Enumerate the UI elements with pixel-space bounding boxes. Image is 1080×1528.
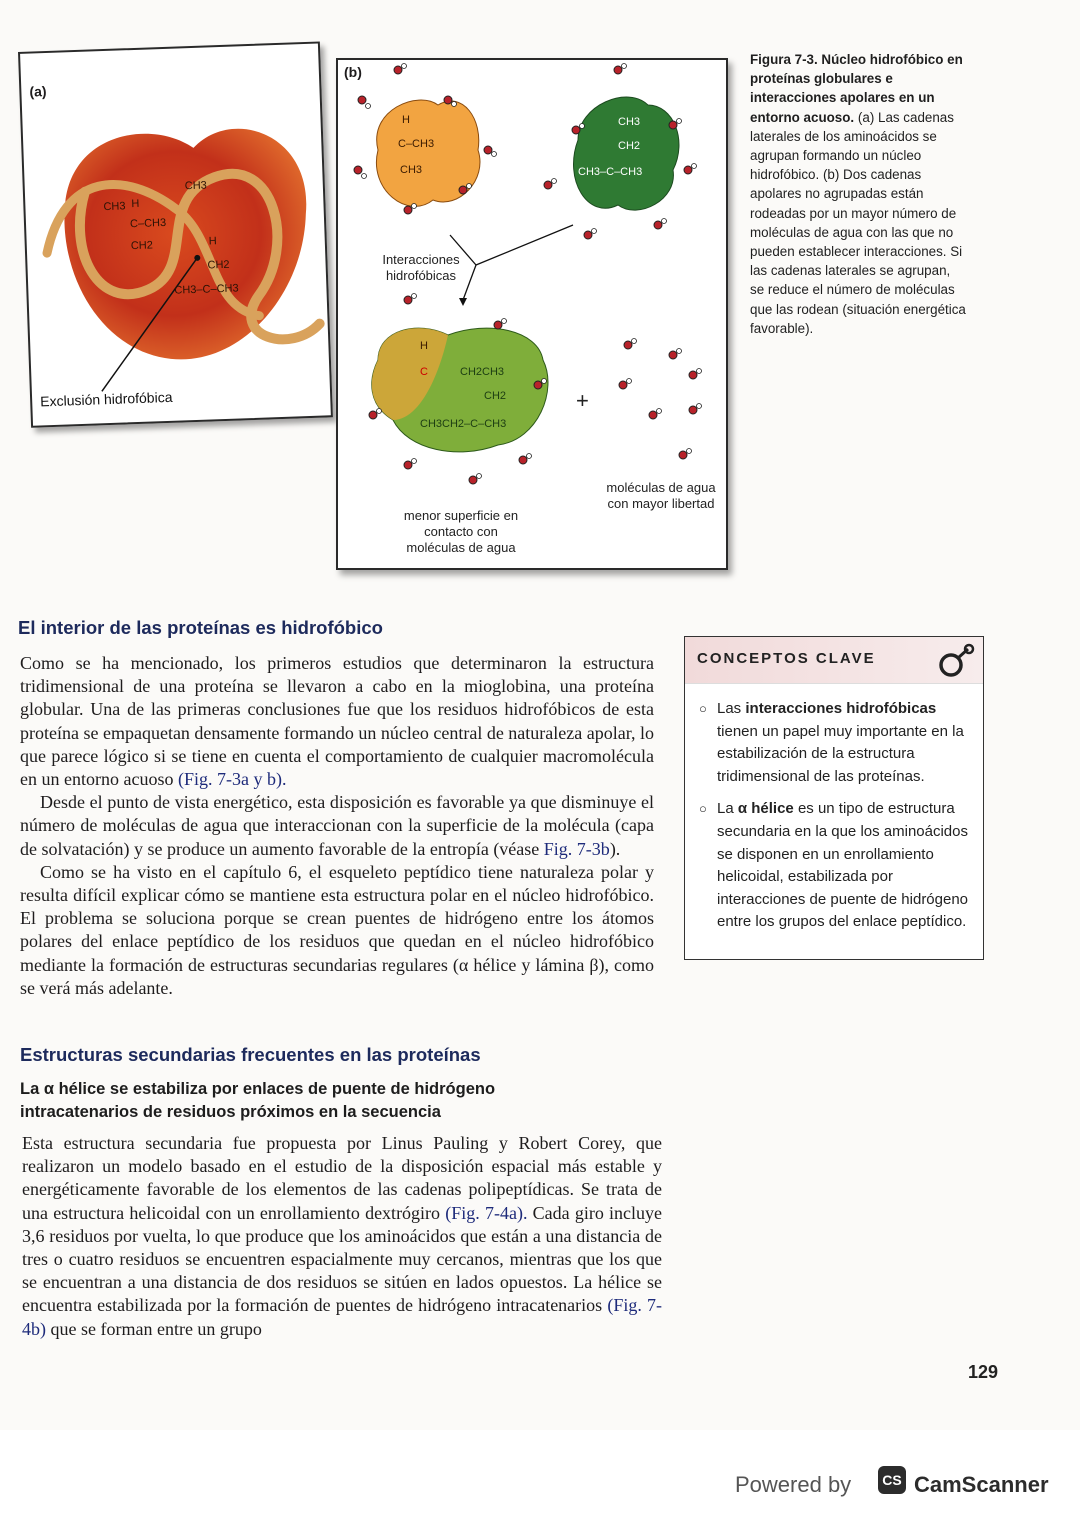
green-formula-line: CH3–C–CH3 bbox=[578, 166, 643, 178]
concept-2-term: α hélice bbox=[737, 800, 794, 818]
orange-formula-h: H bbox=[402, 114, 410, 126]
bleed-through-text bbox=[390, 570, 660, 592]
fig-7-4a-ref[interactable]: (Fig. 7-4a). bbox=[445, 1202, 528, 1223]
section2-p1-text-a: Esta estructura secundaria fue propuesta por Linus Pauling y Robert Corey, que realizaron un modelo basado en el estudio de la disposición espacial más estable y energéticamente favorable de los elementos de las cadenas polipeptídicas. Se trata de una estructura helicoidal con un enrollamiento dextrógiro bbox=[22, 1133, 662, 1223]
panel-a-label: (a) bbox=[29, 83, 47, 100]
section1-paragraph-2 bbox=[20, 791, 654, 861]
caption-title: Figura 7-3. Núcleo hidrofóbico en proteínas globulares e interacciones apolares en un entorno acuoso. bbox=[750, 52, 963, 125]
green-formula-ch2: CH2 bbox=[618, 140, 641, 152]
plus-sign: + bbox=[576, 388, 589, 413]
hydrophobic-exclusion-label: Exclusión hidrofóbica bbox=[39, 388, 173, 410]
camscanner-brand: CamScanner bbox=[914, 1472, 1049, 1497]
merged-formula-c: C bbox=[420, 366, 428, 378]
formula-ch3-top: CH3 bbox=[184, 179, 207, 193]
formula-c-ch3: C–CH3 bbox=[129, 216, 167, 231]
section2-p1-text-b: Cada giro incluye 3,6 residuos por vuelta, lo que produce que los aminoácidos que están a una distancia de tres o cuatro residuos se encuentren espacialmente muy cercanos, mientras que los que se encuentran a una distancia de dos residuos se sitúen en lados opuestos. La hélice se encuentra estabilizada por la formación de puentes de hidrógeno intracatenarios bbox=[22, 1202, 663, 1316]
section2-p1-text-c: que se forman entre un grupo bbox=[50, 1318, 262, 1339]
section1-p2-end: ). bbox=[609, 838, 621, 859]
key-concepts-list bbox=[699, 698, 973, 934]
merged-formula-bottom: CH3CH2–C–CH3 bbox=[420, 418, 507, 430]
green-formula-ch3: CH3 bbox=[618, 116, 641, 128]
section1-body bbox=[20, 652, 654, 1000]
section2-paragraph-1 bbox=[22, 1132, 662, 1341]
figure-panel-b bbox=[336, 58, 728, 570]
key-concepts-title: CONCEPTOS CLAVE bbox=[697, 650, 876, 667]
bullet-circle-icon: ○ bbox=[699, 801, 707, 817]
formula-ch2-left: CH2 bbox=[130, 239, 154, 253]
bullet-circle-icon: ○ bbox=[699, 701, 707, 716]
formula-ch2-right: CH2 bbox=[207, 258, 230, 272]
concept-1-pre: Las bbox=[717, 700, 746, 717]
key-concept-item bbox=[699, 798, 973, 934]
hydrophobic-interactions-label: Interacciones hidrofóbicas bbox=[382, 252, 460, 283]
page-number: 129 bbox=[968, 1362, 999, 1382]
orange-formula-ch3: CH3 bbox=[400, 164, 423, 176]
section-heading-hydrophobic-interior: El interior de las proteínas es hidrofóbico bbox=[18, 617, 383, 638]
figure-panel-a bbox=[18, 41, 333, 427]
fig-7-3b-ref[interactable]: Fig. 7-3b bbox=[543, 838, 610, 859]
figure-caption bbox=[750, 50, 968, 338]
merged-formula-ch2ch3: CH2CH3 bbox=[460, 366, 505, 378]
section2-body bbox=[22, 1132, 662, 1341]
panel-b-label: (b) bbox=[344, 64, 362, 80]
section1-p1-text: Como se ha mencionado, los primeros estudios que determinaron la estructura tridimensional de una proteína se llevaron a cabo en la mioglobina, una proteína globular. Una de las primeras conclusiones fue que los residuos hidrofóbicos de esta proteína se empaquetan densamente formando un núcleo central de naturaleza apolar, lo que parece lógico si se tiene en cuenta el comportamiento de cualquier macromolécula en un entorno acuoso bbox=[20, 653, 654, 790]
section-heading-secondary-structures: Estructuras secundarias frecuentes en las proteínas bbox=[20, 1044, 481, 1065]
concept-1-post: tienen un papel muy importante en la estabilización de la estructura tridimensional de las proteínas. bbox=[717, 722, 964, 785]
concept-2-pre: La bbox=[717, 800, 738, 818]
section1-p2-text: Desde el punto de vista energético, esta disposición es favorable ya que disminuye el número de moléculas de agua que interaccionan con la superficie de la molécula (capa de solvatación) y se produce un aumento favorable de la entropía (véase bbox=[20, 792, 654, 859]
merged-formula-ch2: CH2 bbox=[484, 390, 507, 402]
caption-text: (a) Las cadenas laterales de los aminoácidos se agrupan formando un núcleo hidrofóbico. (b) Dos cadenas apolares no agrupadas están rodeadas por un mayor número de moléculas de agua con las que no pueden establecer interacciones. Si las cadenas laterales se agrupan, se reduce el número de moléculas que las rodean (situación energética favorable). bbox=[750, 109, 966, 336]
subheading-alpha-helix: La α hélice se estabiliza por enlaces de puente de hidrógeno intracatenarios de residuos próximos en la secuencia bbox=[20, 1080, 496, 1121]
fig-7-4b-ref[interactable]: (Fig. 7-4b) bbox=[22, 1295, 663, 1339]
key-concept-item bbox=[699, 698, 973, 788]
formula-ch3-c-ch3: CH3–C–CH3 bbox=[174, 282, 239, 297]
formula-ch3-left: CH3 bbox=[103, 200, 126, 214]
section1-paragraph-3: Como se ha visto en el capítulo 6, el esqueleto peptídico tiene naturaleza polar y resulta difícil explicar cómo se mantiene esta estructura polar en el núcleo hidrofóbico. El problema se soluciona porque se crean puentes de hidrógeno entre los átomos polares del enlace peptídico de los residuos que quedan en el núcleo hidrofóbico mediante la formación de estructuras secundarias regulares (α hélice y lámina β), como se verá más adelante. bbox=[20, 861, 654, 998]
key-concepts-header bbox=[685, 637, 983, 684]
free-water-label: moléculas de agua con mayor libertad bbox=[606, 480, 716, 511]
fig-7-3ab-ref[interactable]: (Fig. 7-3a y b). bbox=[177, 769, 287, 790]
orange-formula-c-ch3: C–CH3 bbox=[398, 138, 435, 150]
powered-by-text: Powered by bbox=[735, 1472, 852, 1497]
formula-h-left: H bbox=[131, 197, 140, 211]
formula-h-right: H bbox=[208, 235, 217, 248]
hydrophobic-core-illustration bbox=[20, 44, 331, 426]
key-icon bbox=[937, 643, 975, 679]
merged-formula-h: H bbox=[420, 340, 428, 352]
section1-paragraph-1 bbox=[20, 652, 654, 791]
less-surface-label: menor superficie en contacto con moléculas de agua bbox=[403, 508, 519, 555]
camscanner-logo-icon: CS bbox=[878, 1466, 906, 1494]
concept-2-post: es un tipo de estructura secundaria en la que los aminoácidos se disponen en un enrollamiento helicoidal, estabilizada por interacciones de puente de hidrógeno entre los grupos del enlace peptídico. bbox=[717, 800, 969, 931]
key-concepts-box bbox=[684, 636, 984, 960]
concept-1-term: interacciones hidrofóbicas bbox=[745, 700, 937, 717]
